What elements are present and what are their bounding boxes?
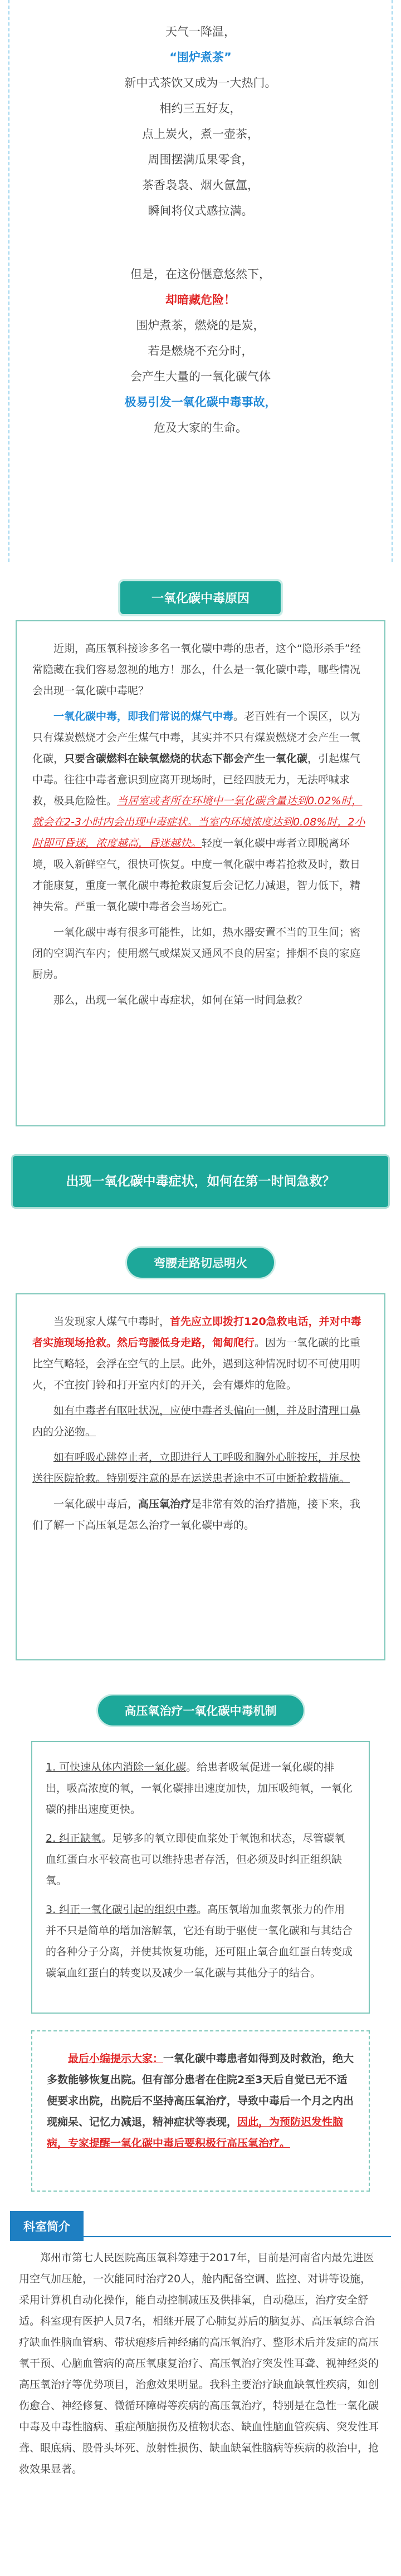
- vomit-instruction: 如有中毒者有呕吐状况，应使中毒者头偏向一侧，并及时清理口鼻内的分泌物。: [32, 1405, 361, 1438]
- intro-line: 但是，在这份惬意悠然下，: [130, 268, 271, 281]
- department-intro: [19, 2247, 381, 2480]
- causes-paragraph: 那么，出现一氧化碳中毒症状，如何在第一时间急救？: [53, 994, 308, 1006]
- section-header: [0, 581, 401, 614]
- intro-poem-2: [9, 261, 392, 441]
- intro-line: 相约三五好友，: [159, 102, 242, 115]
- intro-line: 新中式茶饮又成为一大热门。: [124, 76, 277, 90]
- text-span: 。给患者吸氧促进一氧化碳的排出，吸高浓度的氧，一氧化碳排出速度加快，加压吸纯氧，一氧化碳的排出速度更快。: [46, 1761, 353, 1816]
- intro-line-highlight: “围炉煮茶”: [169, 51, 232, 64]
- emergency-instruction: 首先应立即拨打120急救电话，并对中毒者实施现场抢救。然后弯腰低身走路，匍匐爬行: [32, 1316, 361, 1349]
- intro-line: 会产生大量的一氧化碳气体: [130, 370, 271, 383]
- first-aid-paragraph: [32, 1311, 369, 1396]
- text-span: ，引起煤气中毒。往往中毒者意识到应离开现场时，已经四肢无力，无法呼喊求救，极具危险性。: [32, 753, 361, 807]
- section-title-mechanism: 高压氧治疗一氧化碳中毒机制: [96, 1694, 305, 1727]
- section-header: [0, 1694, 401, 1727]
- intro-line-warning: 极易引发一氧化碳中毒事故，: [124, 395, 277, 409]
- department-tag: 科室简介: [10, 2211, 84, 2241]
- section-title-first-aid: 弯腰走路切忌明火: [125, 1246, 276, 1279]
- first-aid-panel: [16, 1293, 385, 1660]
- causes-paragraph: [32, 706, 369, 917]
- causes-panel: [16, 620, 385, 1126]
- text-span: 当发现家人煤气中毒时，: [53, 1316, 170, 1328]
- intro-line-danger: 却暗藏危险！: [165, 293, 236, 306]
- mechanism-item: [46, 1757, 355, 1820]
- mechanism-item-title: 1. 可快速从体内消除一氧化碳: [46, 1761, 187, 1773]
- intro-line: 茶香袅袅、烟火氤氲，: [142, 179, 259, 192]
- intro-section: [8, 0, 393, 562]
- tips-panel: [31, 2030, 370, 2192]
- text-span: 。高压氧增加血浆氧张力的作用并不只是简单的增加溶解氧，它还有助于驱使一氧化碳和与其结合的各种分子分离，并使其恢复功能，还可阻止氧合血红蛋白转变成碳氧血红蛋白的转变以及减少一氧化碳与其他分子的结合。: [46, 1903, 353, 1979]
- mechanism-panel: [31, 1741, 370, 2014]
- cpr-instruction: 如有呼吸心跳停止者，立即进行人工呼吸和胸外心脏按压，并尽快送往医院抢救。特别要注意的是在运送患者途中不可中断抢救措施。: [32, 1451, 361, 1485]
- tips-body: 一氧化碳中毒患者如得到及时救治，绝大多数能够恢复出院。但有部分患者在住院2至3天后自觉已无不适便要求出院，出院后不坚持高压氧治疗，导致中毒后一个月之内出现痴呆、记忆力减退，精神症状等表现，: [47, 2053, 354, 2128]
- first-aid-paragraph: [32, 1447, 369, 1489]
- department-paragraph: 郑州市第七人民医院高压氧科筹建于2017年，目前是河南省内最先进医用空气加压舱，一次能同时治疗20人，舱内配备空调、监控、对讲等设施，采用计算机自动化操作，能自动控制减压及供排氧，自动稳压，治疗安全舒适。科室现有医护人员7名，相继开展了心肺复苏后的脑复苏、高压氧综合治疗缺血性脑血管病、带状疱疹后神经痛的高压氧治疗、整形术后并发症的高压氧干预、心脑血管病的高压氧康复治疗、高压氧治疗突发性耳聋、视神经炎的高压氧治疗等优势项目，治愈效果明显。我科主要治疗缺血缺氧性疾病，如创伤愈合、神经修复、微循环障碍等疾病的高压氧治疗，特别是在急性一氧化碳中毒及中毒性脑病、重症颅脑损伤及植物状态、缺血性脑血管疾病、突发性耳聋、眼底病、股骨头坏死、放射性损伤、缺血缺氧性脑病等疾病的救治中，抢救效果显著。: [19, 2252, 379, 2475]
- intro-line: 点上炭火，煮一壶茶，: [142, 127, 259, 141]
- text-span: 。因为一氧化碳的比重比空气略轻，会浮在空气的上层。此外，遇到这种情况时切不可使用明火，不宜按门铃和打开室内灯的开关，会有爆炸的危险。: [32, 1337, 361, 1391]
- mechanism-item-title: 3. 纠正一氧化碳引起的组织中毒: [46, 1903, 197, 1916]
- hbo-highlight: 高压氧治疗: [138, 1498, 192, 1510]
- mechanism-item: [46, 1828, 355, 1891]
- mechanism-item: [46, 1899, 355, 1984]
- intro-line: 天气一降温，: [165, 25, 236, 38]
- tips-conclusion: 因此，为预防迟发性脑病，专家提醒一氧化碳中毒后要积极行高压氧治疗。: [47, 2116, 344, 2149]
- text-span: 轻度一氧化碳中毒者立即脱离环境，吸入新鲜空气，很快可恢复。中度一氧化碳中毒若抢救及时，数日才能康复，重度一氧化碳中毒抢救康复后会记忆力减退，智力低下，精神失常。严重一氧化碳中毒者会当场死亡。: [32, 837, 361, 913]
- intro-line: 围炉煮茶，燃烧的是炭，: [136, 319, 265, 332]
- first-aid-question-banner: 出现一氧化碳中毒症状，如何在第一时间急救？: [11, 1154, 390, 1209]
- tips-lead: 最后小编提示大家：: [68, 2053, 164, 2065]
- key-fact: 只要含碳燃料在缺氧燃烧的状态下都会产生一氧化碳: [64, 753, 308, 765]
- first-aid-paragraph: [32, 1494, 369, 1536]
- text-span: 。足够多的氧立即使血浆处于氧饱和状态，尽管碳氧血红蛋白水平较高也可以维持患者存活，但必须及时纠正组织缺氧。: [46, 1832, 345, 1887]
- intro-line: 周围摆满瓜果零食，: [148, 153, 253, 166]
- section-header: [0, 1246, 401, 1279]
- text-span: 是非常有效的治疗措施，接下来，我们了解一下高压氧是怎么治疗一氧化碳中毒的。: [32, 1498, 361, 1531]
- text-span: 。老百姓有一个误区，以为只有煤炭燃烧才会产生煤气中毒，其实并不只有煤炭燃烧才会产生一氧化碳，: [32, 710, 361, 765]
- intro-line: 危及大家的生命。: [154, 421, 247, 434]
- department-divider: [10, 2236, 391, 2237]
- causes-paragraph: 近期，高压氧科接诊多名一氧化碳中毒的患者，这个“隐形杀手”经常隐藏在我们容易忽视的地方！那么，什么是一氧化碳中毒，哪些情况会出现一氧化碳中毒呢？: [32, 642, 361, 697]
- section-title-causes: 一氧化碳中毒原因: [120, 581, 281, 614]
- intro-poem-1: [9, 19, 392, 224]
- text-span: 一氧化碳中毒后，: [53, 1498, 139, 1510]
- tips-paragraph: [47, 2048, 354, 2154]
- intro-line: 瞬间将仪式感拉满。: [148, 204, 253, 217]
- concentration-warning: 当居室或者所在环境中一氧化碳含量达到0.02%时，就会在2-3小时内会出现中毒症状。当室内环境浓度达到0.08%时，2小时即可昏迷，浓度越高，昏迷越快。: [32, 795, 365, 849]
- mechanism-item-title: 2. 纠正缺氧: [46, 1832, 102, 1845]
- definition-highlight: 一氧化碳中毒，即我们常说的煤气中毒: [53, 710, 234, 723]
- intro-line: 若是燃烧不充分时，: [148, 344, 253, 358]
- first-aid-paragraph: [32, 1400, 369, 1442]
- causes-paragraph: 一氧化碳中毒有很多可能性，比如，热水器安置不当的卫生间；密闭的空调汽车内；使用燃气或煤炭又通风不良的居室；排烟不良的家庭厨房。: [32, 926, 361, 981]
